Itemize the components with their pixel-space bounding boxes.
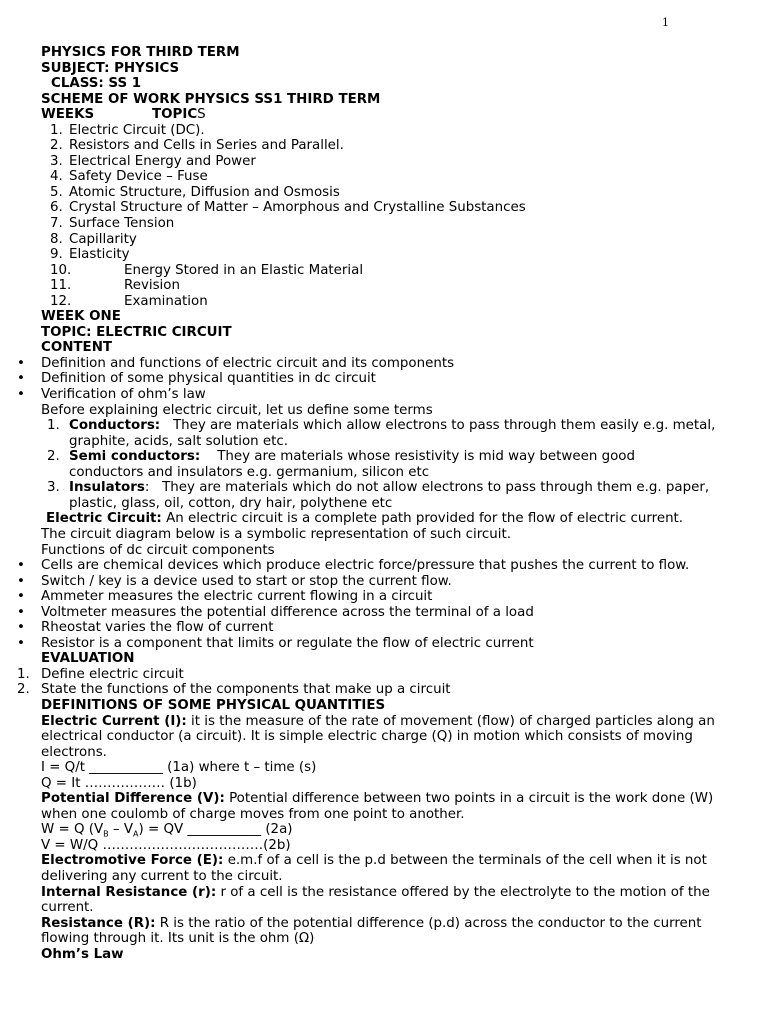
week-one-heading: WEEK ONE <box>41 309 121 325</box>
bullet-icon: • <box>17 371 25 387</box>
equation-2a <box>41 822 768 838</box>
bullet-icon: • <box>17 355 25 371</box>
term-definition: They are materials whose resistivity is mid way between good conductors and insulators e.g. germanium, silicon etc <box>69 449 635 480</box>
term-definition: R is the ratio of the potential difference (p.d) across the conductor to the current flowing through it. Its unit is the ohm (Ω) <box>41 915 702 947</box>
term-number: 2. <box>47 449 60 465</box>
topic-number: 1. <box>50 122 63 138</box>
term-item <box>47 449 679 480</box>
function-text: Cells are chemical devices which produce electric force/pressure that pushes the current to flow. <box>41 558 690 574</box>
ohms-law-heading: Ohm’s Law <box>41 946 124 962</box>
evaluation-item <box>17 682 768 698</box>
function-text: Switch / key is a device used to start or stop the current flow. <box>41 573 452 589</box>
evaluation-number: 1. <box>17 666 30 682</box>
topic-number: 4. <box>50 169 63 185</box>
term-number: 1. <box>47 418 60 434</box>
subject-line: SUBJECT: PHYSICS <box>41 60 180 76</box>
topic-text: Examination <box>124 293 208 309</box>
topic-text: Energy Stored in an Elastic Material <box>124 262 364 278</box>
evaluation-text: Define electric circuit <box>41 666 184 682</box>
topic-text: Electrical Energy and Power <box>69 153 256 169</box>
content-item <box>17 371 768 387</box>
term-label: Conductors: <box>69 418 161 434</box>
term-definition: it is the measure of the rate of movement (flow) of charged particles along an electrical conductor (a circuit). It is simple electric charge (Q) in motion which consists of moving electrons. <box>41 713 715 760</box>
topic-item <box>50 169 768 185</box>
topic-text: Crystal Structure of Matter – Amorphous and Crystalline Substances <box>69 200 526 216</box>
evaluation-item <box>17 666 768 683</box>
topic-number: 6. <box>50 200 63 216</box>
function-item <box>17 589 768 605</box>
term-label: Electromotive Force (E): <box>41 853 224 869</box>
function-item <box>17 620 768 636</box>
intro-text: Before explaining electric circuit, let us define some terms <box>41 402 433 418</box>
topic-number: 2. <box>50 138 63 154</box>
scheme-heading: SCHEME OF WORK PHYSICS SS1 THIRD TERM <box>41 91 381 107</box>
topic-number: 9. <box>50 247 63 263</box>
topic-item <box>50 216 768 232</box>
term-label: Semi conductors: <box>69 449 201 465</box>
topic-text: Surface Tension <box>69 216 175 232</box>
class-line: CLASS: SS 1 <box>51 76 142 92</box>
content-text: Definition and functions of electric circuit and its components <box>41 355 455 371</box>
term-colon: : <box>144 480 150 496</box>
function-item <box>17 635 768 652</box>
topic-text: Capillarity <box>69 231 137 247</box>
term-number: 3. <box>47 480 60 496</box>
topic-item <box>50 154 768 170</box>
content-text: Definition of some physical quantities in dc circuit <box>41 371 376 387</box>
topic-number: 3. <box>50 153 63 169</box>
topic-item <box>50 200 768 216</box>
evaluation-heading: EVALUATION <box>41 651 135 667</box>
topic-item <box>50 247 768 263</box>
term-definition: r of a cell is the resistance offered by the electrolyte to the motion of the current. <box>41 884 710 916</box>
topic-number: 8. <box>50 231 63 247</box>
topic-number: 7. <box>50 216 63 232</box>
term-label: Internal Resistance (r): <box>41 884 217 900</box>
topic-text: Resistors and Cells in Series and Parallel. <box>69 138 344 154</box>
equation-part: W = Q (V <box>41 822 104 838</box>
topic-number: 5. <box>50 184 63 200</box>
term-label: Potential Difference (V): <box>41 791 225 807</box>
term-label: Electric Current (I): <box>41 713 187 729</box>
content-item <box>17 355 768 372</box>
resistance-definition <box>41 916 753 947</box>
topic-text: Elasticity <box>69 247 130 263</box>
page-number: 1 <box>662 16 669 29</box>
bullet-icon: • <box>17 604 25 620</box>
evaluation-text: State the functions of the components that make up a circuit <box>41 682 451 698</box>
topic-text: Revision <box>124 278 180 294</box>
subscript-a: A <box>133 830 139 840</box>
term-label: Resistance (R): <box>41 915 156 931</box>
equation-1a: I = Q/t ___________ (1a) where t – time (s) <box>41 760 317 776</box>
equation-1b: Q = It ……………… (1b) <box>41 775 197 791</box>
function-item <box>17 604 768 621</box>
content-item <box>17 387 768 403</box>
term-item <box>47 480 759 511</box>
functions-heading: Functions of dc circuit components <box>41 542 275 558</box>
bullet-icon: • <box>17 573 25 589</box>
topic-heading: TOPIC: ELECTRIC CIRCUIT <box>41 324 232 340</box>
topic-item <box>50 294 768 310</box>
emf-definition <box>41 853 753 884</box>
weeks-topics-header <box>41 107 768 123</box>
current-definition <box>41 714 741 761</box>
equation-part: ) = QV ___________ (2a) <box>138 822 293 838</box>
electric-circuit-definition <box>46 511 768 527</box>
term-definition: They are materials which do not allow electrons to pass through them e.g. paper, plastic, glass, oil, cotton, dry hair, polythene etc <box>69 480 710 511</box>
content-heading: CONTENT <box>41 340 113 356</box>
bullet-icon: • <box>17 589 25 605</box>
term-label: Electric Circuit: <box>46 511 162 527</box>
bullet-icon: • <box>17 635 25 651</box>
term-definition: An electric circuit is a complete path provided for the flow of electric current. <box>166 511 684 527</box>
content-text: Verification of ohm’s law <box>41 387 206 403</box>
bullet-icon: • <box>17 558 25 574</box>
function-text: Voltmeter measures the potential difference across the terminal of a load <box>41 604 534 620</box>
definitions-heading: DEFINITIONS OF SOME PHYSICAL QUANTITIES <box>41 697 386 713</box>
document-body <box>0 45 768 962</box>
topics-label: TOPIC <box>152 107 198 123</box>
topic-item <box>50 263 768 279</box>
diagram-note: The circuit diagram below is a symbolic representation of such circuit. <box>41 526 512 542</box>
topic-item <box>50 138 768 154</box>
term-label: Insulators <box>69 480 145 496</box>
term-definition: They are materials which allow electrons to pass through them easily e.g. metal, graphite, acids, salt solution etc. <box>69 418 716 449</box>
term-definition: Potential difference between two points in a circuit is the work done (W) when one coulomb of charge moves from one point to another. <box>41 791 714 822</box>
topic-number: 10. <box>50 262 72 278</box>
evaluation-number: 2. <box>17 682 30 698</box>
topic-item <box>50 185 768 201</box>
function-item <box>17 573 768 590</box>
equation-part: – V <box>108 822 134 838</box>
topic-text: Safety Device – Fuse <box>69 169 208 185</box>
function-text: Ammeter measures the electric current flowing in a circuit <box>41 589 433 605</box>
weeks-label: WEEKS <box>41 107 95 123</box>
topic-item <box>50 232 768 248</box>
term-item <box>47 418 759 449</box>
internal-resistance-definition <box>41 885 741 916</box>
topic-item <box>50 123 768 139</box>
function-text: Resistor is a component that limits or regulate the flow of electric current <box>41 635 534 651</box>
topic-item <box>50 278 768 294</box>
function-item <box>17 558 768 574</box>
equation-2b: V = W/Q ………………………………(2b) <box>41 837 291 853</box>
topics-label-suffix: S <box>197 107 206 123</box>
topic-number: 11. <box>50 278 72 294</box>
subscript-b: B <box>103 830 109 840</box>
topic-text: Atomic Structure, Diffusion and Osmosis <box>69 184 340 200</box>
term-definition: e.m.f of a cell is the p.d between the terminals of the cell when it is not delivering any current to the circuit. <box>41 853 707 884</box>
document-title: PHYSICS FOR THIRD TERM <box>41 45 240 60</box>
topic-text: Electric Circuit (DC). <box>69 122 205 138</box>
bullet-icon: • <box>17 620 25 636</box>
function-text: Rheostat varies the flow of current <box>41 620 274 636</box>
pd-definition <box>41 791 741 822</box>
topic-number: 12. <box>50 293 72 309</box>
bullet-icon: • <box>17 387 25 403</box>
